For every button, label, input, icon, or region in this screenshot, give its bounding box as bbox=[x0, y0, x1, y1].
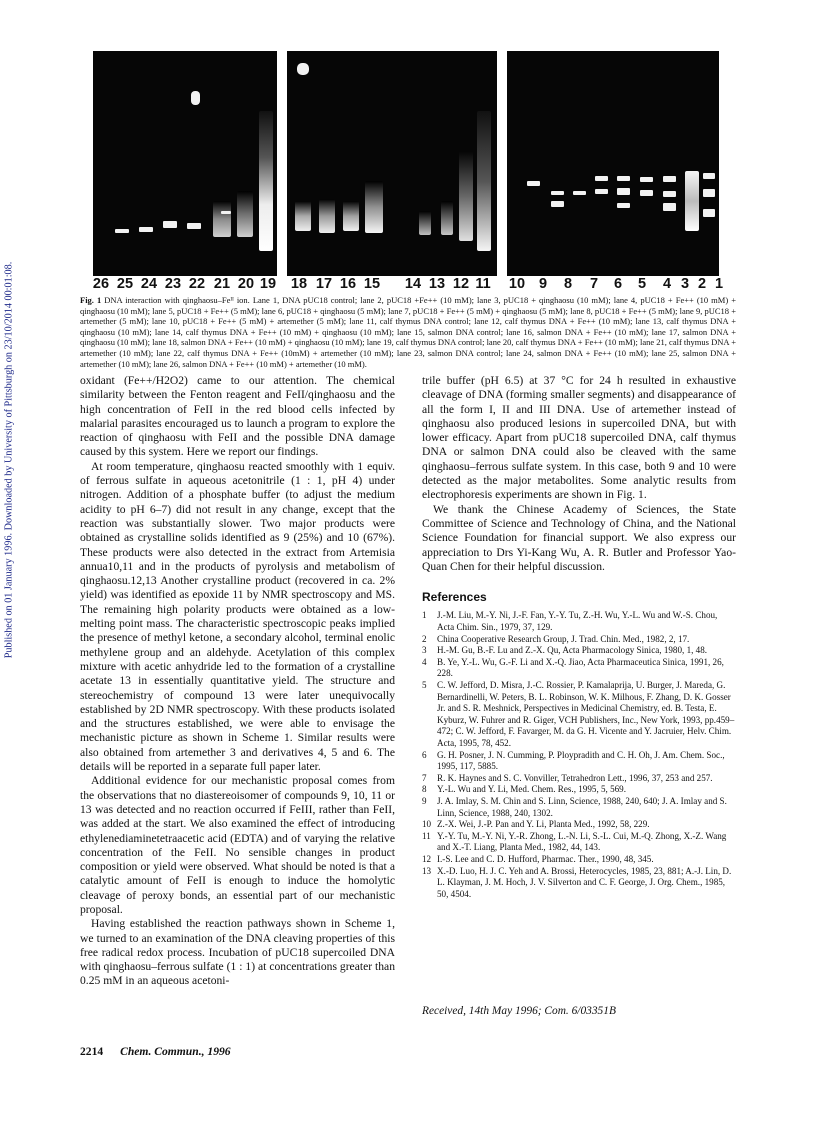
lane-label: 6 bbox=[613, 276, 623, 292]
lane-label: 8 bbox=[563, 276, 573, 292]
journal-name: Chem. Commun., 1996 bbox=[120, 1045, 231, 1058]
lane-label: 15 bbox=[363, 276, 381, 292]
paragraph: Additional evidence for our mechanistic proposal comes from the observations that no diastereoisomer of compounds 9, 10, 11 or 13 was detected and no reaction occurred if FeIII, rather than FeII, was added at the start. We also examined the effect of introducing ethylenediaminetetraacetic acid (EDTA) and of varying the relative concentration of the FeII. No sensible changes in product composition or yield were observed. What should be noted is that a catalytic amount of FeII is enough to induce the homolytic cleavage of peroxy bonds, an essential part of our mechanistic proposal. bbox=[80, 774, 395, 916]
figure-caption bbox=[80, 295, 736, 369]
reference-item: 3 H.-M. Gu, B.-F. Lu and Z.-X. Qu, Acta Pharmacology Sinica, 1980, 1, 48. bbox=[422, 645, 708, 656]
lane-label: 10 bbox=[508, 276, 526, 292]
download-watermark bbox=[2, 250, 16, 670]
lane-label: 17 bbox=[315, 276, 333, 292]
lane-label: 16 bbox=[339, 276, 357, 292]
page-number: 2214 bbox=[80, 1045, 104, 1058]
reference-item: 2 China Cooperative Research Group, J. Trad. Chin. Med., 1982, 2, 17. bbox=[422, 633, 690, 644]
figure-caption-text: DNA interaction with qinghaosu–Feᴵᴵ ion. Lane 1, DNA pUC18 control; lane 2, pUC18 +Fe++ (10 mM); lane 3, pUC18 + qinghaosu (10 mM); lane 4, pUC18 + Fe++ (10 mM) + qinghaosu (10 mM); lane 5, pUC18 + Fe++ (5 mM); lane 6, pUC18 + qinghaosu (5 mM); lane 7, pUC18 + Fe++ (5 mM) + qinghaosu (5 mM); lane 8, pUC18 + Fe++ (5 mM); lane 9, pUC18 + artemether (5 mM); lane 10, pUC18 + Fe++ (5 mM) + artemether (5 mM); lane 11, calf thymus DNA control; lane 12, calf thymus DNA + Fe++ (10 mM); lane 13, calf thymus DNA + qinghaosu (10 mM); lane 14, calf thymus DNA + Fe++ (10 mM) + qinghaosu (10 mM); lane 15, salmon DNA control; lane 16, salmon DNA + Fe++ (10 mM); lane 17, salmon DNA + qinghaosu (10 mM); lane 18, salmon DNA + Fe++ (10 mM) + qinghaosu (10 mM); lane 19, calf thymus DNA control; lane 20, calf thymus DNA + Fe++ (10 mM); lane 21, calf thymus DNA + artemether (10 mM); lane 22, calf thymus DNA + Fe++ (10mM) + artemether (10 mM); lane 23, salmon DNA control; lane 24, salmon DNA + Fe++ (10 mM); lane 25, salmon DNA + artemether (10 mM); lane 26, salmon DNA + Fe++ (10 mM) + artemether (10 mM). bbox=[80, 295, 736, 369]
lane-label: 9 bbox=[538, 276, 548, 292]
lane-label: 21 bbox=[213, 276, 231, 292]
gel-panel-3 bbox=[507, 51, 719, 276]
reference-item: 6 G. H. Posner, J. N. Cumming, P. Ploypradith and C. H. Oh, J. Am. Chem. Soc., 1995, 117, 5885. bbox=[422, 749, 725, 772]
paragraph: At room temperature, qinghaosu reacted smoothly with 1 equiv. of ferrous sulfate in aqueous acetonitrile (1 : 1, pH 4) under nitrogen. Addition of a phosphate buffer (to adjust the medium acidity to pH 6–7) did not result in any change, except that the reaction was substantially slower. Two major products were obtained as crystalline solids identified as 9 (25%) and 10 (67%). These products were also detected in the extract from Artemisia annua10,11 and in the products of pyrolysis and metabolism of qinghaosu.12,13 Another crystalline product (recovered in ca. 2% yield) was identified as epoxide 11 by NMR spectroscopy and MS. The remaining high polarity products were obtained as a low-melting point mass. The characteristic spectroscopic peaks implied the presence of methyl ketone, a secondary alcohol, terminal enolic methylene group and an aldehyde. Acetylation of this complex mixture with acetic anhydride led to the formation of a crystalline acetate 13 in essentially quantitative yield. The structure and stereochemistry of compound 13 were later unequivocally established by 2D NMR spectroscopy. With these products isolated and the structures established, we were able to envisage the mechanistic picture as shown in Scheme 1. Similar results were also obtained from artemether 3 and derivatives 4, 5 and 6. The details will be reported in a separate full paper later. bbox=[80, 459, 395, 774]
gel-panel-2 bbox=[287, 51, 497, 276]
lane-label: 13 bbox=[428, 276, 446, 292]
reference-item: 8 Y.-L. Wu and Y. Li, Med. Chem. Res., 1995, 5, 569. bbox=[422, 784, 626, 795]
lane-label: 2 bbox=[697, 276, 707, 292]
paragraph: trile buffer (pH 6.5) at 37 °C for 24 h resulted in exhaustive cleavage of DNA (forming smaller segments) and disappearance of all the form I, II and III DNA. Use of artemether instead of qinghaosu also produced lesions in supercoiled DNA, but with lower efficacy. Apart from pUC18 supercoiled DNA, calf thymus DNA or salmon DNA could also be cleaved with the same qinghaosu–ferrous sulfate system. In this case, both 9 and 10 were detected as the major metabolites. Some analytic results from electrophoresis experiments are shown in Fig. 1. bbox=[422, 374, 736, 502]
reference-item: 5 C. W. Jefford, D. Misra, J.-C. Rossier, P. Kamalaprija, U. Burger, J. Mareda, G. Bernardinelli, W. Peters, B. L. Robinson, W. K. Milhous, F. Zhang, D. K. Gosser Jr. and S. R. Meshnick, Perspectives in Medicinal Chemistry, ed. B. Testa, E. Kyburz, W. Fuhrer and R. Giger, VCH Publishers, Inc., New York, 1993, pp.459–472; C. W. Jefford, F. Favarger, M. da G. H. Vicente and Y. Jacruier, Helv. Chim. Acta, 1995, 78, 452. bbox=[422, 680, 735, 748]
lane-label: 25 bbox=[116, 276, 134, 292]
download-watermark-text: Published on 01 January 1996. Downloaded by University of Pittsburgh on 23/10/2014 00:01:08. bbox=[3, 261, 15, 659]
lane-label: 7 bbox=[589, 276, 599, 292]
lane-labels-gel-2 bbox=[287, 276, 497, 296]
references-heading: References bbox=[422, 590, 487, 605]
reference-item: 9 J. A. Imlay, S. M. Chin and S. Linn, Science, 1988, 240, 640; J. A. Imlay and S. Linn, Science, 1988, 240, 1302. bbox=[422, 795, 727, 818]
paragraph: We thank the Chinese Academy of Sciences, the State Committee of Science and Technology of China, and the National Science Foundation for financial support. We also express our appreciation to Drs Yi-Kang Wu, A. R. Butler and Professor Yao-Quan Chen for their helpful discussion. bbox=[422, 502, 736, 573]
lane-label: 26 bbox=[92, 276, 110, 292]
gel-panel-1 bbox=[93, 51, 277, 276]
lane-label: 20 bbox=[237, 276, 255, 292]
reference-item: 12 I.-S. Lee and C. D. Hufford, Pharmac. Ther., 1990, 48, 345. bbox=[422, 853, 654, 864]
lane-label: 19 bbox=[259, 276, 277, 292]
reference-item: 1 J.-M. Liu, M.-Y. Ni, J.-F. Fan, Y.-Y. Tu, Z.-H. Wu, Y.-L. Wu and W.-S. Chou, Acta Chim. Sin., 1979, 37, 129. bbox=[422, 610, 718, 633]
lane-label: 22 bbox=[188, 276, 206, 292]
reference-item: 7 R. K. Haynes and S. C. Vonviller, Tetrahedron Lett., 1996, 37, 253 and 257. bbox=[422, 772, 713, 783]
left-column bbox=[80, 374, 395, 989]
paragraph: oxidant (Fe++/H2O2) came to our attention. The chemical similarity between the Fenton reagent and FeII/qinghaosu and the high concentration of FeII in the red blood cells infected by malarial parasites encouraged us to launch a program to explore the reaction of qinghaosu with FeII and the possible DNA damage caused by this system. Here we report our findings. bbox=[80, 374, 395, 459]
paragraph: Having established the reaction pathways shown in Scheme 1, we turned to an examination of the DNA cleaving properties of this free radical redox process. Incubation of pUC18 supercoiled DNA with qinghaosu–ferrous sulfate (1 : 1) at concentrations greater than 0.25 mM in an aqueous acetoni- bbox=[80, 917, 395, 988]
lane-label: 24 bbox=[140, 276, 158, 292]
lane-label: 3 bbox=[680, 276, 690, 292]
lane-labels-gel-3 bbox=[507, 276, 724, 296]
lane-label: 11 bbox=[475, 276, 491, 292]
reference-item: 4 B. Ye, Y.-L. Wu, G.-F. Li and X.-Q. Jiao, Acta Pharmaceutica Sinica, 1991, 26, 228. bbox=[422, 656, 724, 679]
lane-label: 18 bbox=[290, 276, 308, 292]
lane-label: 4 bbox=[662, 276, 672, 292]
lane-label: 23 bbox=[164, 276, 182, 292]
reference-item: 11 Y.-Y. Tu, M.-Y. Ni, Y.-R. Zhong, L.-N. Li, S.-L. Cui, M.-Q. Zhong, X.-Z. Wang and X.-T. Liang, Planta Med., 1982, 44, 143. bbox=[422, 830, 727, 853]
lane-label: 1 bbox=[714, 276, 724, 292]
lane-label: 12 bbox=[452, 276, 470, 292]
figure-caption-label: Fig. 1 bbox=[80, 295, 102, 305]
page-footer bbox=[80, 1045, 231, 1058]
received-line: Received, 14th May 1996; Com. 6/03351B bbox=[422, 1005, 616, 1017]
references-list bbox=[422, 610, 736, 900]
lane-label: 14 bbox=[404, 276, 422, 292]
lane-label: 5 bbox=[637, 276, 647, 292]
reference-item: 13 X.-D. Luo, H. J. C. Yeh and A. Brossi, Heterocycles, 1985, 23, 881; A.-J. Lin, D. L. Klayman, J. M. Hoch, J. V. Silverton and C. F. George, J. Org. Chem., 1985, 50, 4504. bbox=[422, 865, 732, 899]
lane-labels-gel-1 bbox=[93, 276, 277, 296]
reference-item: 10 Z.-X. Wei, J.-P. Pan and Y. Li, Planta Med., 1992, 58, 229. bbox=[422, 819, 650, 830]
right-column bbox=[422, 374, 736, 900]
